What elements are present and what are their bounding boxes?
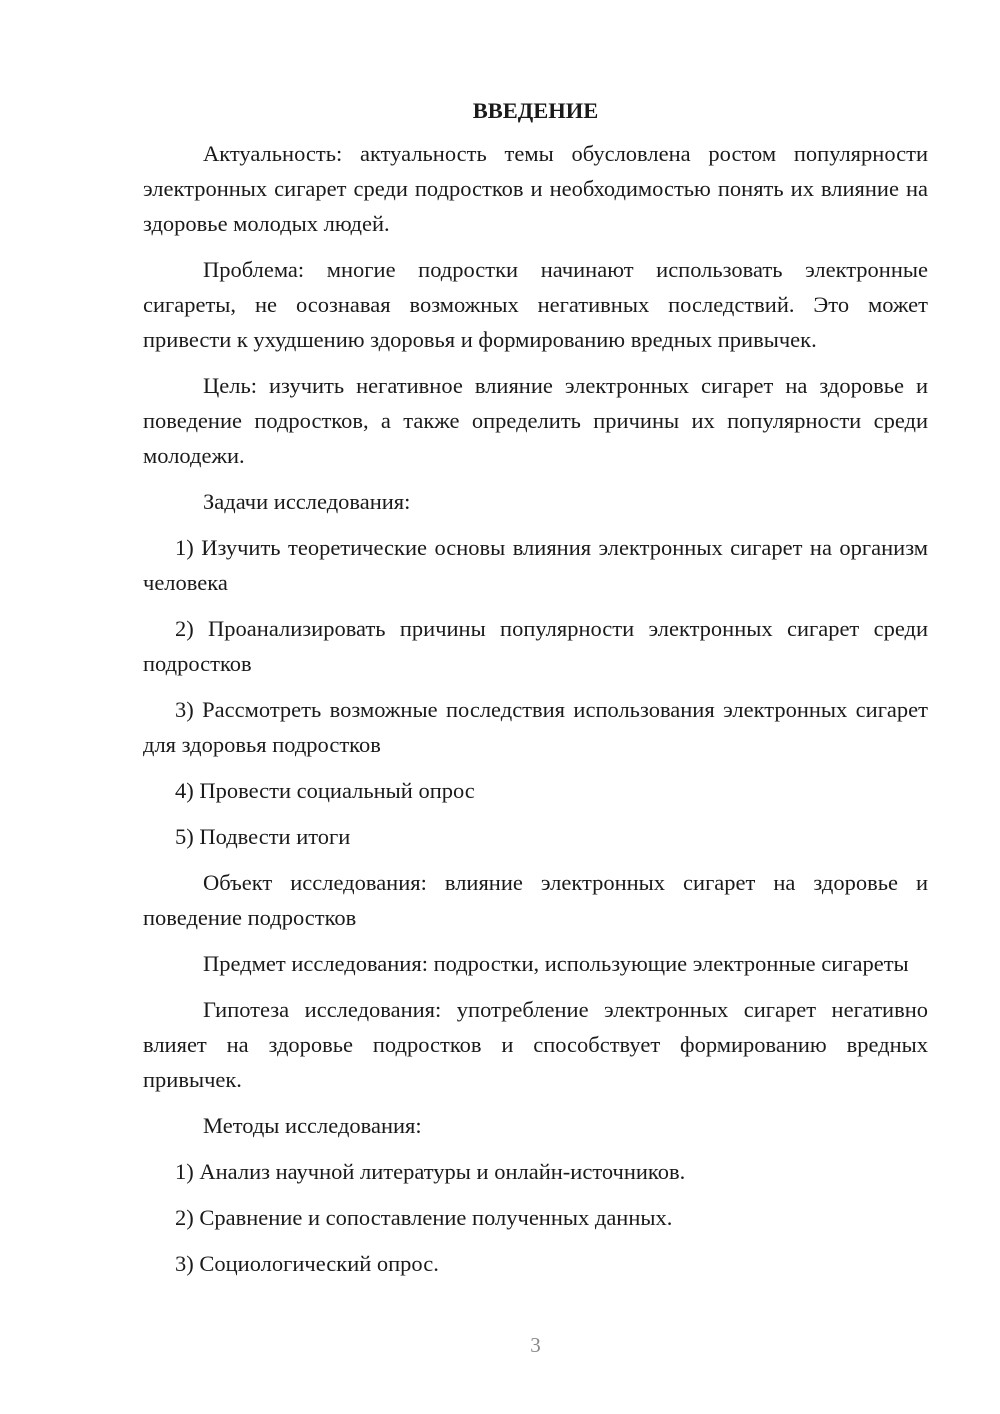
page-content — [143, 96, 928, 1292]
task-item: 4) Провести социальный опрос — [175, 778, 475, 803]
section-title: ВВЕДЕНИЕ — [472, 98, 599, 123]
page-number: 3 — [530, 1333, 541, 1357]
goal-paragraph: Цель: изучить негативное влияние электронных сигарет на здоровье и поведение подростков, а также определить причины их популярности среди молодежи. — [143, 373, 928, 468]
method-item: 3) Социологический опрос. — [175, 1251, 439, 1276]
subject-paragraph: Предмет исследования: подростки, использующие электронные сигареты — [203, 951, 909, 976]
task-item: 2) Проанализировать причины популярности электронных сигарет среди подростков — [143, 616, 928, 676]
method-item: 1) Анализ научной литературы и онлайн-источников. — [175, 1159, 686, 1184]
task-item: 5) Подвести итоги — [175, 824, 351, 849]
task-item: 3) Рассмотреть возможные последствия использования электронных сигарет для здоровья подростков — [143, 697, 928, 757]
relevance-paragraph: Актуальность: актуальность темы обусловлена ростом популярности электронных сигарет среди подростков и необходимостью понять их влияние на здоровье молодых людей. — [143, 141, 928, 236]
object-paragraph: Объект исследования: влияние электронных сигарет на здоровье и поведение подростков — [143, 870, 928, 930]
problem-paragraph: Проблема: многие подростки начинают использовать электронные сигареты, не осознавая возможных негативных последствий. Это может привести к ухудшению здоровья и формированию вредных привычек. — [143, 257, 928, 352]
task-item: 1) Изучить теоретические основы влияния электронных сигарет на организм человека — [143, 535, 928, 595]
method-item: 2) Сравнение и сопоставление полученных данных. — [175, 1205, 673, 1230]
hypothesis-paragraph: Гипотеза исследования: употребление электронных сигарет негативно влияет на здоровье подростков и способствует формированию вредных привычек. — [143, 997, 928, 1092]
tasks-heading: Задачи исследования: — [203, 489, 411, 514]
methods-heading: Методы исследования: — [203, 1113, 422, 1138]
